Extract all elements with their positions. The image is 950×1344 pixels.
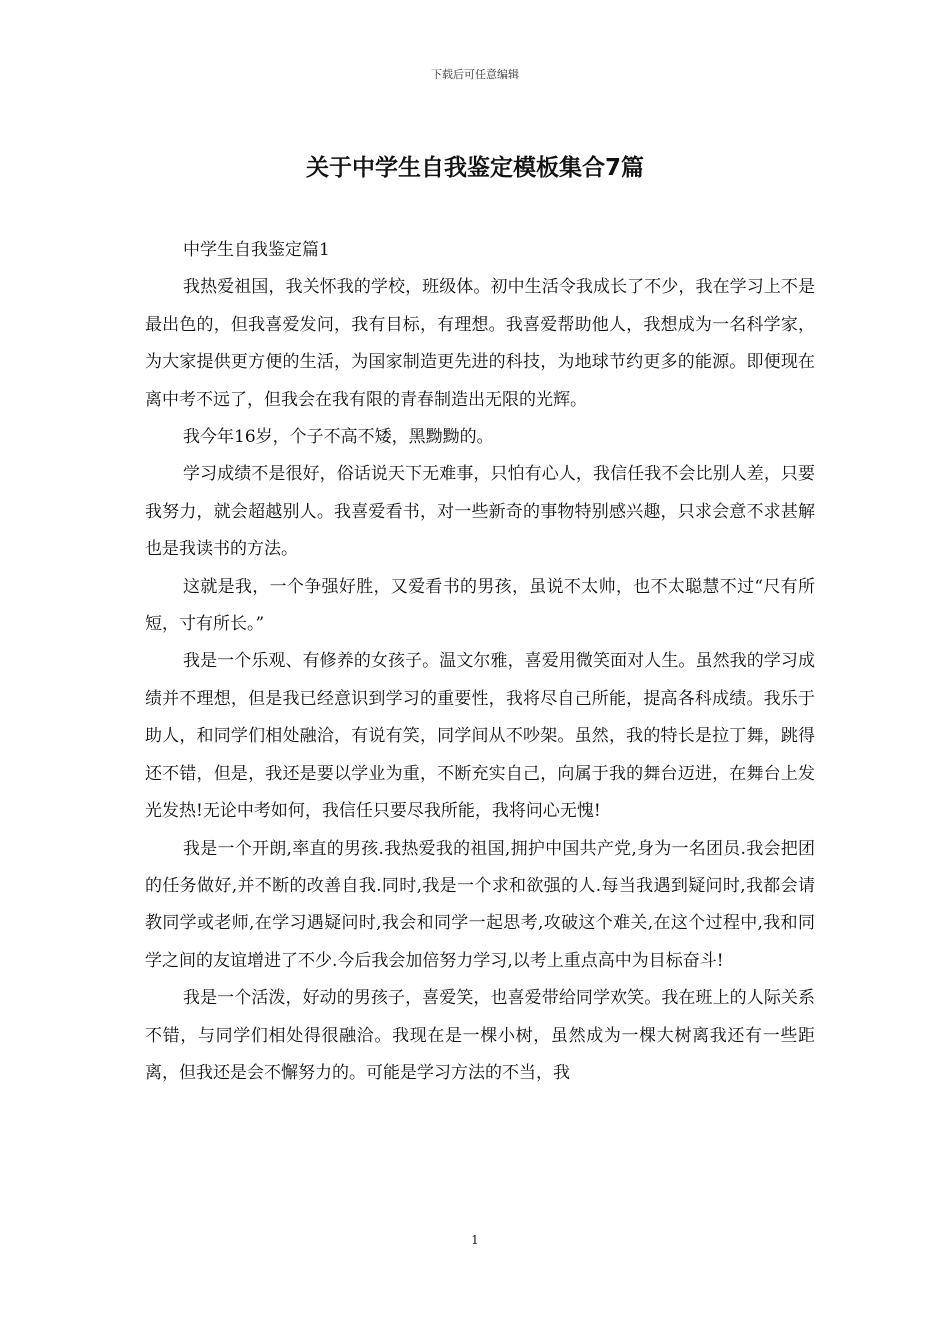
body-paragraph: 这就是我，一个争强好胜，又爱看书的男孩，虽说不太帅，也不太聪慧不过“尺有所短，寸有所长。” <box>145 576 815 635</box>
document-body <box>145 232 815 1092</box>
section-heading: 中学生自我鉴定篇1 <box>183 240 330 260</box>
body-paragraph: 我热爱祖国，我关怀我的学校，班级体。初中生活令我成长了不少，我在学习上不是最出色的，但我喜爱发问，我有目标，有理想。我喜爱帮助他人，我想成为一名科学家，为大家提供更方便的生活，为国家制造更先进的科技，为地球节约更多的能源。即便现在离中考不远了，但我会在我有限的青春制造出无限的光辉。 <box>145 277 815 410</box>
page-header-note: 下载后可任意编辑 <box>431 68 519 81</box>
body-paragraph: 我是一个乐观、有修养的女孩子。温文尔雅，喜爱用微笑面对人生。虽然我的学习成绩并不理想，但是我已经意识到学习的重要性，我将尽自己所能，提高各科成绩。我乐于助人，和同学们相处融洽，有说有笑，同学间从不吵架。虽然，我的特长是拉丁舞，跳得还不错，但是，我还是要以学业为重，不断充实自己，向属于我的舞台迈进，在舞台上发光发热!无论中考如何，我信任只要尽我所能，我将问心无愧! <box>145 651 815 822</box>
body-paragraph: 我今年16岁，个子不高不矮，黑黝黝的。 <box>183 427 494 448</box>
body-paragraph: 我是一个开朗,率直的男孩.我热爱我的祖国,拥护中国共产党,身为一名团员.我会把团的任务做好,并不断的改善自我.同时,我是一个求和欲强的人.每当我遇到疑问时,我都会请教同学或老师,在学习遇疑问时,我会和同学一起思考,攻破这个难关,在这个过程中,我和同学之间的友谊增进了不少.今后我会加倍努力学习,以考上重点高中为目标奋斗! <box>145 838 815 971</box>
page-number: 1 <box>471 1233 479 1247</box>
body-paragraph: 我是一个活泼，好动的男孩子，喜爱笑，也喜爱带给同学欢笑。我在班上的人际关系不错，与同学们相处得很融洽。我现在是一棵小树，虽然成为一棵大树离我还有一些距离，但我还是会不懈努力的。可能是学习方法的不当，我 <box>145 988 815 1083</box>
document-title: 关于中学生自我鉴定模板集合7篇 <box>305 155 644 181</box>
body-paragraph: 学习成绩不是很好，俗话说天下无难事，只怕有心人，我信任我不会比别人差，只要我努力，就会超越别人。我喜爱看书，对一些新奇的事物特别感兴趣，只求会意不求甚解也是我读书的方法。 <box>145 464 815 560</box>
